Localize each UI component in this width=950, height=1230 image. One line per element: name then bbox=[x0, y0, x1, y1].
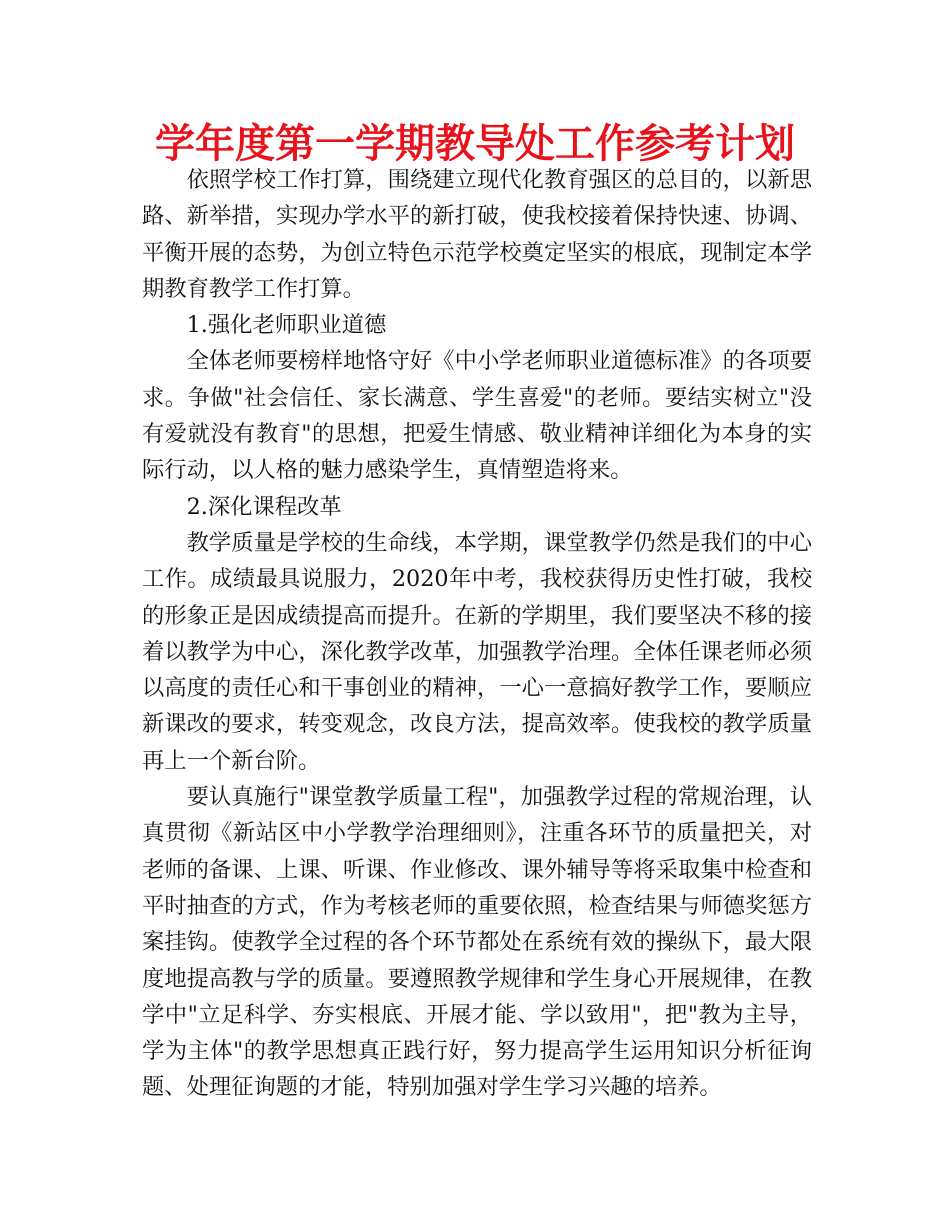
body-paragraph: 依照学校工作打算，围绕建立现代化教育强区的总目的，以新思路、新举措，实现办学水平的新打破，使我校接着保持快速、协调、平衡开展的态势，为创立特色示范学校奠定坚实的根底，现制定本学期教育教学工作打算。 bbox=[142, 167, 812, 302]
document-title: 学年度第一学期教导处工作参考计划 bbox=[155, 121, 795, 167]
section-heading: 1.强化老师职业道德 bbox=[186, 312, 387, 339]
section-heading: 2.深化课程改革 bbox=[186, 493, 342, 520]
body-paragraph: 全体老师要榜样地恪守好《中小学老师职业道德标准》的各项要求。争做"社会信任、家长满意、学生喜爱"的老师。要结实树立"没有爱就没有教育"的思想，把爱生情感、敬业精神详细化为本身的实际行动，以人格的魅力感染学生，真情塑造将来。 bbox=[142, 348, 812, 484]
document-body bbox=[142, 162, 812, 1106]
body-paragraph: 要认真施行"课堂教学质量工程"，加强教学过程的常规治理，认真贯彻《新站区中小学教学治理细则》，注重各环节的质量把关，对老师的备课、上课、听课、作业修改、课外辅导等将采取集中检查和平时抽查的方式，作为考核老师的重要依照，检查结果与师德奖惩方案挂钩。使教学全过程的各个环节都处在系统有效的操纵下，最大限度地提高教与学的质量。要遵照教学规律和学生身心开展规律，在教学中"立足科学、夯实根底、开展才能、学以致用"，把"教为主导，学为主体"的教学思想真正践行好，努力提高学生运用知识分析征询题、处理征询题的才能，特别加强对学生学习兴趣的培养。 bbox=[142, 784, 812, 1101]
body-paragraph: 教学质量是学校的生命线，本学期，课堂教学仍然是我们的中心工作。成绩最具说服力，2020年中考，我校获得历史性打破，我校的形象正是因成绩提高而提升。在新的学期里，我们要坚决不移的接着以教学为中心，深化教学改革，加强教学治理。全体任课老师必须以高度的责任心和干事创业的精神，一心一意搞好教学工作，要顺应新课改的要求，转变观念，改良方法，提高效率。使我校的教学质量再上一个新台阶。 bbox=[142, 529, 812, 774]
